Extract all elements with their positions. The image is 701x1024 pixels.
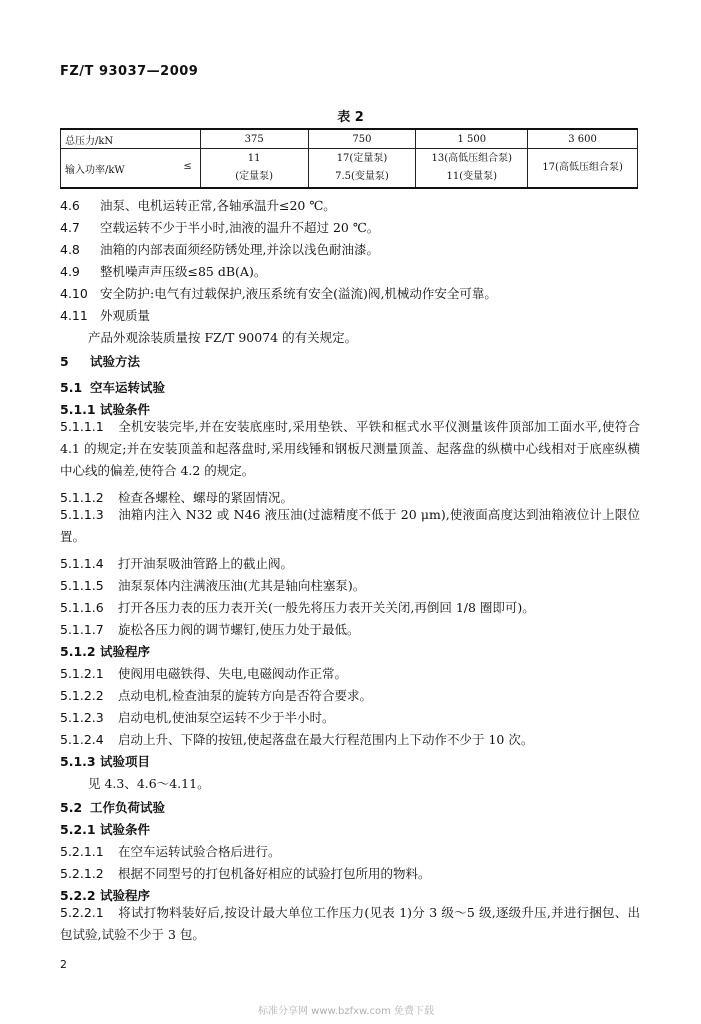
row-label-pressure: 总压力/kN [61,129,201,149]
clause-5-1-1-7 [60,620,359,638]
section-number: 5.2.1 [60,822,96,837]
section-title: 试验程序 [100,888,151,903]
clause-number: 5.2.1.2 [60,866,104,881]
clause-5-1-1-5 [60,576,365,594]
watermark: 标准分享网 www.bzfxw.com 免费下载 [258,1006,434,1017]
clause-5-2-1-2 [60,864,431,882]
clause-text: 在空车运转试验合格后进行。 [118,844,281,859]
clause-4-11-body: 产品外观涂装质量按 FZ/T 90074 的有关规定。 [88,330,358,345]
clause-text: 安全防护:电气有过载保护,液压系统有安全(溢流)阀,机械动作安全可靠。 [100,286,497,301]
clause-5-2-2-1 [60,902,640,946]
clause-number: 5.1.1.2 [60,490,104,505]
clause-text: 启动上升、下降的按钮,使起落盘在最大行程范围内上下动作不少于 10 次。 [118,732,534,747]
clause-text: 打开各压力表的压力表开关(一般先将压力表开关关闭,再倒回 1/8 圈即可)。 [118,600,535,615]
section-title: 试验条件 [100,402,151,417]
power-value: 11(变量泵) [446,171,498,182]
row-label-power [61,149,201,189]
clause-5-2-1-1 [60,842,281,860]
clause-number: 5.1.2.1 [60,666,104,681]
clause-5-1-1-4 [60,554,293,572]
power-value: 13(高低压组合泵) [431,153,513,164]
clause-text: 空载运转不少于半小时,油液的温升不超过 20 ℃。 [100,220,380,235]
less-equal-symbol: ≤ [183,160,192,172]
section-title: 试验项目 [100,754,151,769]
clause-number: 5.1.1.6 [60,600,104,615]
clause-number: 5.1.2.3 [60,710,104,725]
power-cell [416,149,528,189]
clause-number: 5.1.1.5 [60,578,104,593]
clause-number: 5.2.1.1 [60,844,104,859]
pump-type: (定量泵) [235,171,274,182]
section-title: 试验条件 [100,822,151,837]
clause-5-1-2-2 [60,686,372,704]
clause-number: 4.9 [60,264,80,279]
section-5-1-3-heading [60,752,150,770]
clause-text: 将试打物料装好后,按设计最大单位工作压力(见表 1)分 3 级～5 级,逐级升压,并进行捆包、出包试验,试验不少于 3 包。 [60,905,640,942]
clause-4-6 [60,196,336,214]
clause-text: 启动电机,使油泵空运转不少于半小时。 [118,710,335,725]
spec-table [60,128,638,189]
section-title: 空车运转试验 [90,380,166,395]
clause-text: 油泵、电机运转正常,各轴承温升≤20 ℃。 [100,198,336,213]
standard-code: FZ/T 93037—2009 [60,64,199,79]
clause-text: 检查各螺栓、螺母的紧固情况。 [118,490,294,505]
clause-5-1-2-3 [60,708,334,726]
clause-number: 5.1.1.7 [60,622,104,637]
pressure-value: 375 [200,129,308,149]
clause-text: 油箱内注入 N32 或 N46 液压油(过滤精度不低于 20 μm),使液面高度达到油箱液位计上限位置。 [60,507,640,544]
section-5-2-1-heading [60,820,150,838]
section-number: 5.1.3 [60,754,96,769]
section-5-1-2-heading [60,642,150,660]
clause-number: 5.1.1.3 [60,507,104,522]
clause-5-1-2-4 [60,730,533,748]
clause-5-1-1-1 [60,416,640,482]
clause-number: 5.1.2.4 [60,732,104,747]
section-number: 5.2.2 [60,888,96,903]
clause-number: 4.11 [60,308,88,323]
clause-number: 4.8 [60,242,80,257]
section-title: 试验方法 [90,354,141,369]
pressure-value: 3 600 [528,129,638,149]
clause-number: 4.10 [60,286,88,301]
clause-text: 根据不同型号的打包机备好相应的试验打包所用的物料。 [118,866,431,881]
clause-number: 5.1.1.4 [60,556,104,571]
power-value: 17(定量泵) [336,153,388,164]
section-number: 5.1.2 [60,644,96,659]
pressure-value: 1 500 [416,129,528,149]
clause-text: 点动电机,检查油泵的旋转方向是否符合要求。 [118,688,372,703]
table-title: 表 2 [337,110,364,125]
clause-4-9 [60,262,266,280]
clause-number: 4.6 [60,198,80,213]
section-5-2-heading [60,798,165,816]
section-number: 5.2 [60,800,83,815]
section-title: 工作负荷试验 [90,800,166,815]
table-row [61,149,638,189]
clause-number: 4.7 [60,220,80,235]
clause-text: 打开油泵吸油管路上的截止阀。 [118,556,294,571]
clause-text: 外观质量 [100,308,151,323]
power-cell [308,149,416,189]
power-value: 7.5(变量泵) [335,171,389,182]
clause-text: 旋松各压力阀的调节螺钉,使压力处于最低。 [118,622,360,637]
clause-5-1-1-3 [60,504,640,548]
power-cell [200,149,308,189]
clause-5-1-2-1 [60,664,347,682]
clause-text: 油泵泵体内注满液压油(尤其是轴向柱塞泵)。 [118,578,366,593]
page-number: 2 [60,958,67,971]
power-label: 输入功率/kW [65,164,125,176]
clause-text: 整机噪声声压级≤85 dB(A)。 [100,264,267,279]
section-number: 5.1.1 [60,402,96,417]
section-5-1-heading [60,378,165,396]
clause-4-7 [60,218,379,236]
clause-5-1-3-body: 见 4.3、4.6～4.11。 [88,776,210,791]
clause-4-10 [60,284,497,302]
clause-text: 油箱的内部表面须经防锈处理,并涂以浅色耐油漆。 [100,242,379,257]
clause-4-11 [60,306,150,324]
power-cell [528,149,638,189]
clause-number: 5.1.1.1 [60,419,104,434]
section-title: 试验程序 [100,644,151,659]
clause-5-1-1-6 [60,598,535,616]
clause-4-8 [60,240,379,258]
table-row [61,129,638,149]
clause-number: 5.1.2.2 [60,688,104,703]
section-number: 5.1 [60,380,83,395]
clause-text: 全机安装完毕,并在安装底座时,采用垫铁、平铁和框式水平仪测量该件顶部加工面水平,使符合 4.1 的规定;并在安装顶盖和起落盘时,采用线锤和钢板尺测量顶盖、起落盘的纵横中心线相对于底座纵横中心线的偏差,使符合 4.2 的规定。 [60,419,640,478]
section-number: 5 [60,354,69,369]
clause-number: 5.2.2.1 [60,905,104,920]
power-value: 17(高低压组合泵) [542,162,623,173]
section-5-heading [60,352,140,370]
clause-text: 使阀用电磁铁得、失电,电磁阀动作正常。 [118,666,347,681]
power-value: 11 [247,153,261,164]
pressure-value: 750 [308,129,416,149]
